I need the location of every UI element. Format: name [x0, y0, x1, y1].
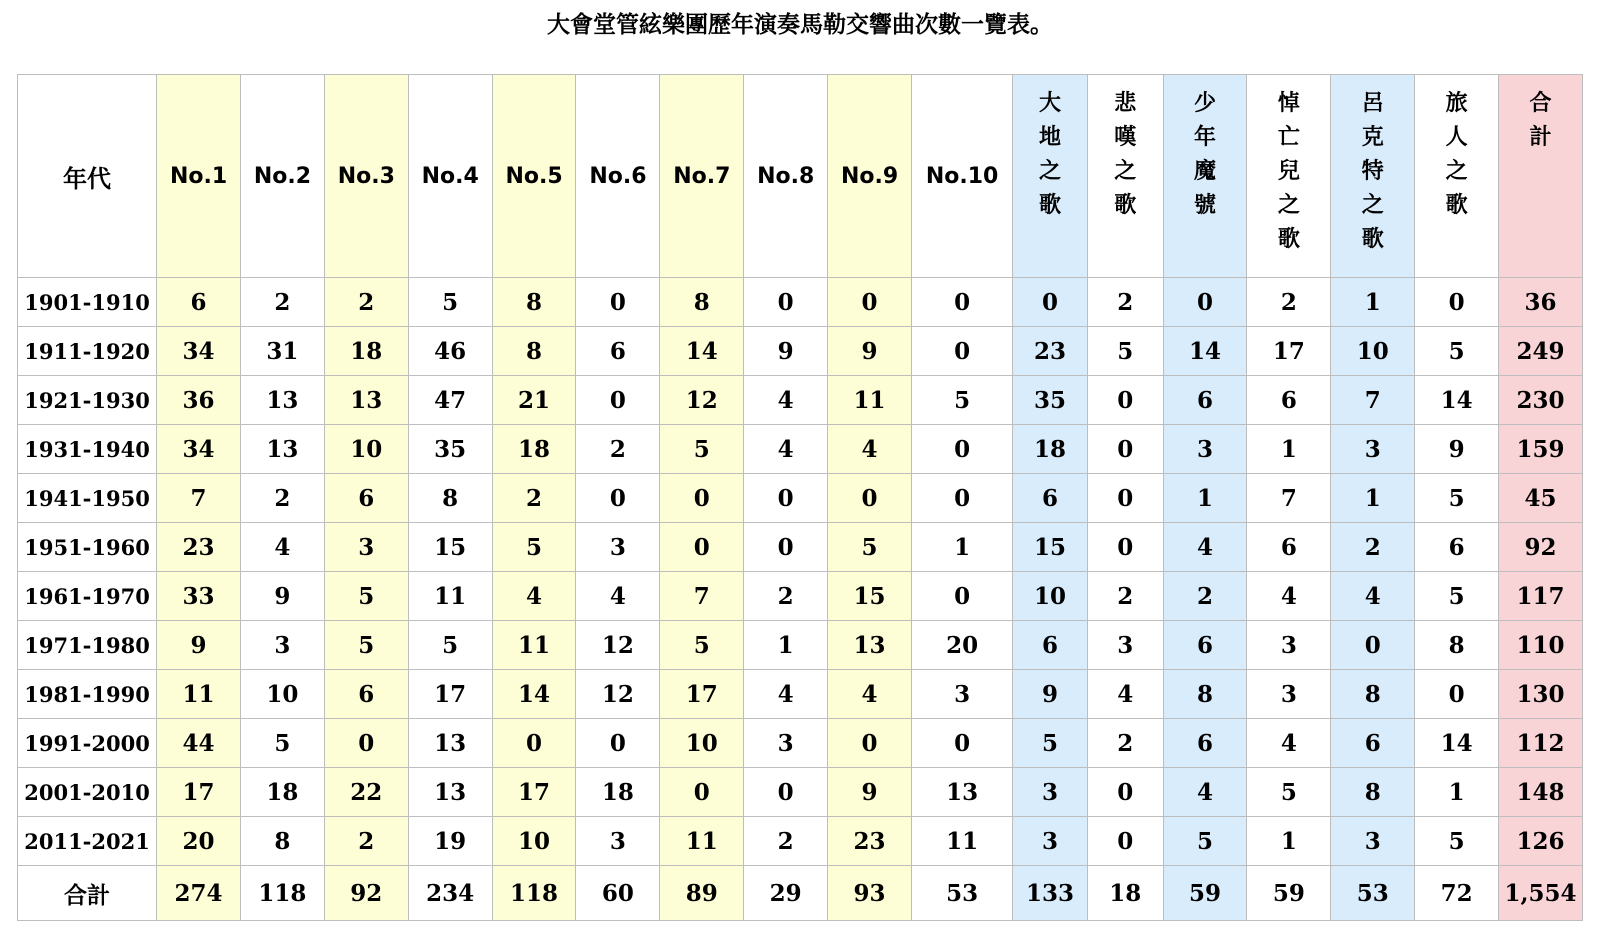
- count-cell: 0: [660, 768, 744, 817]
- count-cell: 1: [744, 621, 828, 670]
- table-row: [18, 719, 1583, 768]
- count-cell: 5: [492, 523, 576, 572]
- column-header-label: 合計: [1529, 91, 1552, 150]
- table-row: [18, 376, 1583, 425]
- count-cell: 0: [1087, 425, 1163, 474]
- count-cell: 3: [1247, 670, 1331, 719]
- era-cell: 合計: [18, 866, 157, 921]
- count-cell: 6: [1247, 523, 1331, 572]
- count-cell: 5: [324, 572, 408, 621]
- count-cell: 45: [1499, 474, 1583, 523]
- count-cell: 18: [492, 425, 576, 474]
- count-cell: 0: [1087, 376, 1163, 425]
- count-cell: 4: [492, 572, 576, 621]
- column-header-label: 呂克特之歌: [1361, 91, 1384, 252]
- count-cell: 274: [157, 866, 241, 921]
- count-cell: 133: [1013, 866, 1088, 921]
- count-cell: 0: [1087, 523, 1163, 572]
- count-cell: 1: [1331, 474, 1415, 523]
- count-cell: 234: [408, 866, 492, 921]
- count-cell: 6: [324, 670, 408, 719]
- count-cell: 11: [492, 621, 576, 670]
- count-cell: 249: [1499, 327, 1583, 376]
- count-cell: 6: [1247, 376, 1331, 425]
- count-cell: 3: [324, 523, 408, 572]
- count-cell: 8: [660, 278, 744, 327]
- count-cell: 4: [744, 425, 828, 474]
- era-cell: 1911-1920: [18, 327, 157, 376]
- count-cell: 11: [408, 572, 492, 621]
- count-cell: 10: [240, 670, 324, 719]
- count-cell: 0: [911, 572, 1012, 621]
- count-cell: 10: [492, 817, 576, 866]
- count-cell: 46: [408, 327, 492, 376]
- column-header: [1087, 75, 1163, 278]
- count-cell: 53: [911, 866, 1012, 921]
- era-cell: 1991-2000: [18, 719, 157, 768]
- table-row: [18, 768, 1583, 817]
- count-cell: 18: [1087, 866, 1163, 921]
- count-cell: 0: [576, 376, 660, 425]
- era-cell: 2011-2021: [18, 817, 157, 866]
- count-cell: 9: [1415, 425, 1499, 474]
- count-cell: 3: [1163, 425, 1247, 474]
- count-cell: 4: [744, 670, 828, 719]
- count-cell: 118: [492, 866, 576, 921]
- count-cell: 6: [1163, 621, 1247, 670]
- count-cell: 0: [576, 719, 660, 768]
- count-cell: 18: [324, 327, 408, 376]
- table-title: 大會堂管絃樂團歷年演奏馬勒交響曲次數一覽表。: [547, 12, 1053, 38]
- count-cell: 5: [240, 719, 324, 768]
- count-cell: 5: [1415, 327, 1499, 376]
- count-cell: 11: [660, 817, 744, 866]
- count-cell: 5: [1013, 719, 1088, 768]
- count-cell: 35: [408, 425, 492, 474]
- count-cell: 33: [157, 572, 241, 621]
- count-cell: 3: [1087, 621, 1163, 670]
- count-cell: 9: [1013, 670, 1088, 719]
- count-cell: 4: [828, 425, 912, 474]
- count-cell: 1: [1331, 278, 1415, 327]
- count-cell: 15: [1013, 523, 1088, 572]
- column-header: 年代: [18, 75, 157, 278]
- count-cell: 8: [408, 474, 492, 523]
- count-cell: 6: [576, 327, 660, 376]
- count-cell: 8: [492, 278, 576, 327]
- count-cell: 5: [828, 523, 912, 572]
- count-cell: 0: [828, 719, 912, 768]
- count-cell: 47: [408, 376, 492, 425]
- count-cell: 2: [324, 817, 408, 866]
- header-row: [18, 75, 1583, 278]
- count-cell: 6: [324, 474, 408, 523]
- count-cell: 5: [911, 376, 1012, 425]
- count-cell: 0: [911, 719, 1012, 768]
- count-cell: 89: [660, 866, 744, 921]
- count-cell: 17: [157, 768, 241, 817]
- count-cell: 10: [324, 425, 408, 474]
- count-cell: 34: [157, 425, 241, 474]
- count-cell: 1: [1163, 474, 1247, 523]
- count-cell: 17: [660, 670, 744, 719]
- count-cell: 2: [744, 817, 828, 866]
- count-cell: 18: [1013, 425, 1088, 474]
- count-cell: 0: [911, 327, 1012, 376]
- count-cell: 0: [324, 719, 408, 768]
- count-cell: 20: [911, 621, 1012, 670]
- count-cell: 5: [1163, 817, 1247, 866]
- table-row: [18, 474, 1583, 523]
- count-cell: 3: [744, 719, 828, 768]
- era-cell: 1921-1930: [18, 376, 157, 425]
- count-cell: 6: [1163, 719, 1247, 768]
- count-cell: 60: [576, 866, 660, 921]
- count-cell: 29: [744, 866, 828, 921]
- column-header: No.3: [324, 75, 408, 278]
- count-cell: 2: [240, 278, 324, 327]
- count-cell: 14: [1415, 719, 1499, 768]
- count-cell: 4: [828, 670, 912, 719]
- count-cell: 130: [1499, 670, 1583, 719]
- count-cell: 7: [1247, 474, 1331, 523]
- count-cell: 2: [1087, 572, 1163, 621]
- column-header-label: 少年魔號: [1194, 91, 1217, 218]
- count-cell: 2: [324, 278, 408, 327]
- count-cell: 72: [1415, 866, 1499, 921]
- count-cell: 159: [1499, 425, 1583, 474]
- column-header-label: 大地之歌: [1039, 91, 1062, 218]
- count-cell: 36: [157, 376, 241, 425]
- count-cell: 10: [1013, 572, 1088, 621]
- count-cell: 5: [324, 621, 408, 670]
- count-cell: 19: [408, 817, 492, 866]
- count-cell: 17: [408, 670, 492, 719]
- count-cell: 7: [1331, 376, 1415, 425]
- count-cell: 13: [408, 719, 492, 768]
- column-header-label: 旅人之歌: [1445, 91, 1468, 218]
- count-cell: 3: [1331, 425, 1415, 474]
- count-cell: 10: [660, 719, 744, 768]
- table-body: [18, 278, 1583, 921]
- table-row: [18, 425, 1583, 474]
- count-cell: 3: [911, 670, 1012, 719]
- count-cell: 2: [492, 474, 576, 523]
- count-cell: 22: [324, 768, 408, 817]
- count-cell: 8: [492, 327, 576, 376]
- column-header: No.1: [157, 75, 241, 278]
- count-cell: 0: [660, 523, 744, 572]
- count-cell: 6: [1331, 719, 1415, 768]
- count-cell: 44: [157, 719, 241, 768]
- count-cell: 5: [1415, 817, 1499, 866]
- count-cell: 13: [911, 768, 1012, 817]
- table-row: [18, 572, 1583, 621]
- count-cell: 3: [1013, 817, 1088, 866]
- count-cell: 12: [660, 376, 744, 425]
- count-cell: 230: [1499, 376, 1583, 425]
- count-cell: 0: [911, 425, 1012, 474]
- count-cell: 6: [1013, 621, 1088, 670]
- count-cell: 3: [576, 817, 660, 866]
- count-cell: 6: [1163, 376, 1247, 425]
- count-cell: 118: [240, 866, 324, 921]
- count-cell: 4: [1331, 572, 1415, 621]
- count-cell: 148: [1499, 768, 1583, 817]
- count-cell: 4: [1163, 768, 1247, 817]
- count-cell: 13: [240, 376, 324, 425]
- era-cell: 1901-1910: [18, 278, 157, 327]
- count-cell: 0: [744, 768, 828, 817]
- count-cell: 23: [828, 817, 912, 866]
- count-cell: 0: [492, 719, 576, 768]
- mahler-performance-table: [17, 74, 1583, 921]
- count-cell: 0: [1415, 278, 1499, 327]
- era-cell: 1971-1980: [18, 621, 157, 670]
- column-header: No.4: [408, 75, 492, 278]
- count-cell: 17: [1247, 327, 1331, 376]
- count-cell: 0: [576, 474, 660, 523]
- count-cell: 4: [576, 572, 660, 621]
- count-cell: 14: [1163, 327, 1247, 376]
- column-header: [1013, 75, 1088, 278]
- count-cell: 9: [240, 572, 324, 621]
- count-cell: 3: [1247, 621, 1331, 670]
- count-cell: 20: [157, 817, 241, 866]
- count-cell: 36: [1499, 278, 1583, 327]
- count-cell: 0: [744, 523, 828, 572]
- count-cell: 0: [828, 474, 912, 523]
- count-cell: 3: [1013, 768, 1088, 817]
- count-cell: 23: [1013, 327, 1088, 376]
- count-cell: 5: [1415, 572, 1499, 621]
- count-cell: 13: [828, 621, 912, 670]
- column-header: No.10: [911, 75, 1012, 278]
- count-cell: 0: [1415, 670, 1499, 719]
- count-cell: 1: [1247, 425, 1331, 474]
- count-cell: 5: [1415, 474, 1499, 523]
- era-cell: 1961-1970: [18, 572, 157, 621]
- column-header: No.7: [660, 75, 744, 278]
- count-cell: 4: [240, 523, 324, 572]
- table-row: [18, 621, 1583, 670]
- count-cell: 0: [911, 474, 1012, 523]
- era-cell: 1931-1940: [18, 425, 157, 474]
- count-cell: 2: [576, 425, 660, 474]
- column-header: No.8: [744, 75, 828, 278]
- count-cell: 14: [1415, 376, 1499, 425]
- count-cell: 5: [408, 621, 492, 670]
- count-cell: 5: [408, 278, 492, 327]
- count-cell: 8: [1331, 768, 1415, 817]
- column-header: [1163, 75, 1247, 278]
- count-cell: 31: [240, 327, 324, 376]
- count-cell: 21: [492, 376, 576, 425]
- column-header: [1415, 75, 1499, 278]
- count-cell: 34: [157, 327, 241, 376]
- count-cell: 4: [1247, 572, 1331, 621]
- count-cell: 4: [1087, 670, 1163, 719]
- count-cell: 2: [1247, 278, 1331, 327]
- column-header: No.5: [492, 75, 576, 278]
- count-cell: 2: [1331, 523, 1415, 572]
- count-cell: 4: [1247, 719, 1331, 768]
- column-header: No.2: [240, 75, 324, 278]
- count-cell: 0: [1331, 621, 1415, 670]
- column-header-label: 悲嘆之歌: [1114, 91, 1137, 218]
- count-cell: 0: [911, 278, 1012, 327]
- table-row: [18, 278, 1583, 327]
- count-cell: 5: [1247, 768, 1331, 817]
- count-cell: 93: [828, 866, 912, 921]
- count-cell: 1: [1415, 768, 1499, 817]
- table-row: [18, 523, 1583, 572]
- count-cell: 2: [1087, 719, 1163, 768]
- table-row: [18, 670, 1583, 719]
- count-cell: 12: [576, 621, 660, 670]
- count-cell: 59: [1163, 866, 1247, 921]
- era-cell: 1981-1990: [18, 670, 157, 719]
- count-cell: 1: [1247, 817, 1331, 866]
- count-cell: 17: [492, 768, 576, 817]
- count-cell: 10: [1331, 327, 1415, 376]
- count-cell: 0: [1087, 768, 1163, 817]
- table-row: [18, 817, 1583, 866]
- era-cell: 1951-1960: [18, 523, 157, 572]
- count-cell: 9: [828, 768, 912, 817]
- count-cell: 5: [1087, 327, 1163, 376]
- count-cell: 15: [828, 572, 912, 621]
- count-cell: 2: [744, 572, 828, 621]
- count-cell: 35: [1013, 376, 1088, 425]
- count-cell: 2: [240, 474, 324, 523]
- count-cell: 5: [660, 425, 744, 474]
- column-header: [1499, 75, 1583, 278]
- era-cell: 1941-1950: [18, 474, 157, 523]
- count-cell: 1,554: [1499, 866, 1583, 921]
- count-cell: 110: [1499, 621, 1583, 670]
- count-cell: 0: [744, 278, 828, 327]
- count-cell: 9: [744, 327, 828, 376]
- column-header: [1331, 75, 1415, 278]
- count-cell: 13: [240, 425, 324, 474]
- count-cell: 12: [576, 670, 660, 719]
- era-cell: 2001-2010: [18, 768, 157, 817]
- count-cell: 0: [1013, 278, 1088, 327]
- count-cell: 8: [1415, 621, 1499, 670]
- count-cell: 0: [660, 474, 744, 523]
- count-cell: 117: [1499, 572, 1583, 621]
- count-cell: 2: [1163, 572, 1247, 621]
- count-cell: 18: [240, 768, 324, 817]
- count-cell: 8: [1163, 670, 1247, 719]
- count-cell: 4: [744, 376, 828, 425]
- count-cell: 59: [1247, 866, 1331, 921]
- count-cell: 13: [408, 768, 492, 817]
- count-cell: 9: [157, 621, 241, 670]
- count-cell: 15: [408, 523, 492, 572]
- count-cell: 6: [157, 278, 241, 327]
- count-cell: 0: [1087, 474, 1163, 523]
- count-cell: 0: [1087, 817, 1163, 866]
- count-cell: 3: [576, 523, 660, 572]
- count-cell: 9: [828, 327, 912, 376]
- count-cell: 0: [1163, 278, 1247, 327]
- count-cell: 3: [240, 621, 324, 670]
- count-cell: 13: [324, 376, 408, 425]
- count-cell: 11: [157, 670, 241, 719]
- count-cell: 3: [1331, 817, 1415, 866]
- column-header: [1247, 75, 1331, 278]
- count-cell: 23: [157, 523, 241, 572]
- count-cell: 112: [1499, 719, 1583, 768]
- count-cell: 8: [1331, 670, 1415, 719]
- count-cell: 126: [1499, 817, 1583, 866]
- count-cell: 6: [1415, 523, 1499, 572]
- count-cell: 14: [492, 670, 576, 719]
- column-header: No.9: [828, 75, 912, 278]
- count-cell: 4: [1163, 523, 1247, 572]
- count-cell: 6: [1013, 474, 1088, 523]
- count-cell: 18: [576, 768, 660, 817]
- count-cell: 0: [576, 278, 660, 327]
- count-cell: 92: [324, 866, 408, 921]
- count-cell: 8: [240, 817, 324, 866]
- count-cell: 0: [828, 278, 912, 327]
- count-cell: 1: [911, 523, 1012, 572]
- column-header-label: 悼亡兒之歌: [1277, 91, 1300, 252]
- count-cell: 11: [911, 817, 1012, 866]
- count-cell: 53: [1331, 866, 1415, 921]
- table-row: [18, 327, 1583, 376]
- column-header: No.6: [576, 75, 660, 278]
- count-cell: 0: [744, 474, 828, 523]
- count-cell: 11: [828, 376, 912, 425]
- count-cell: 7: [157, 474, 241, 523]
- count-cell: 7: [660, 572, 744, 621]
- count-cell: 14: [660, 327, 744, 376]
- total-row: [18, 866, 1583, 921]
- count-cell: 2: [1087, 278, 1163, 327]
- count-cell: 5: [660, 621, 744, 670]
- count-cell: 92: [1499, 523, 1583, 572]
